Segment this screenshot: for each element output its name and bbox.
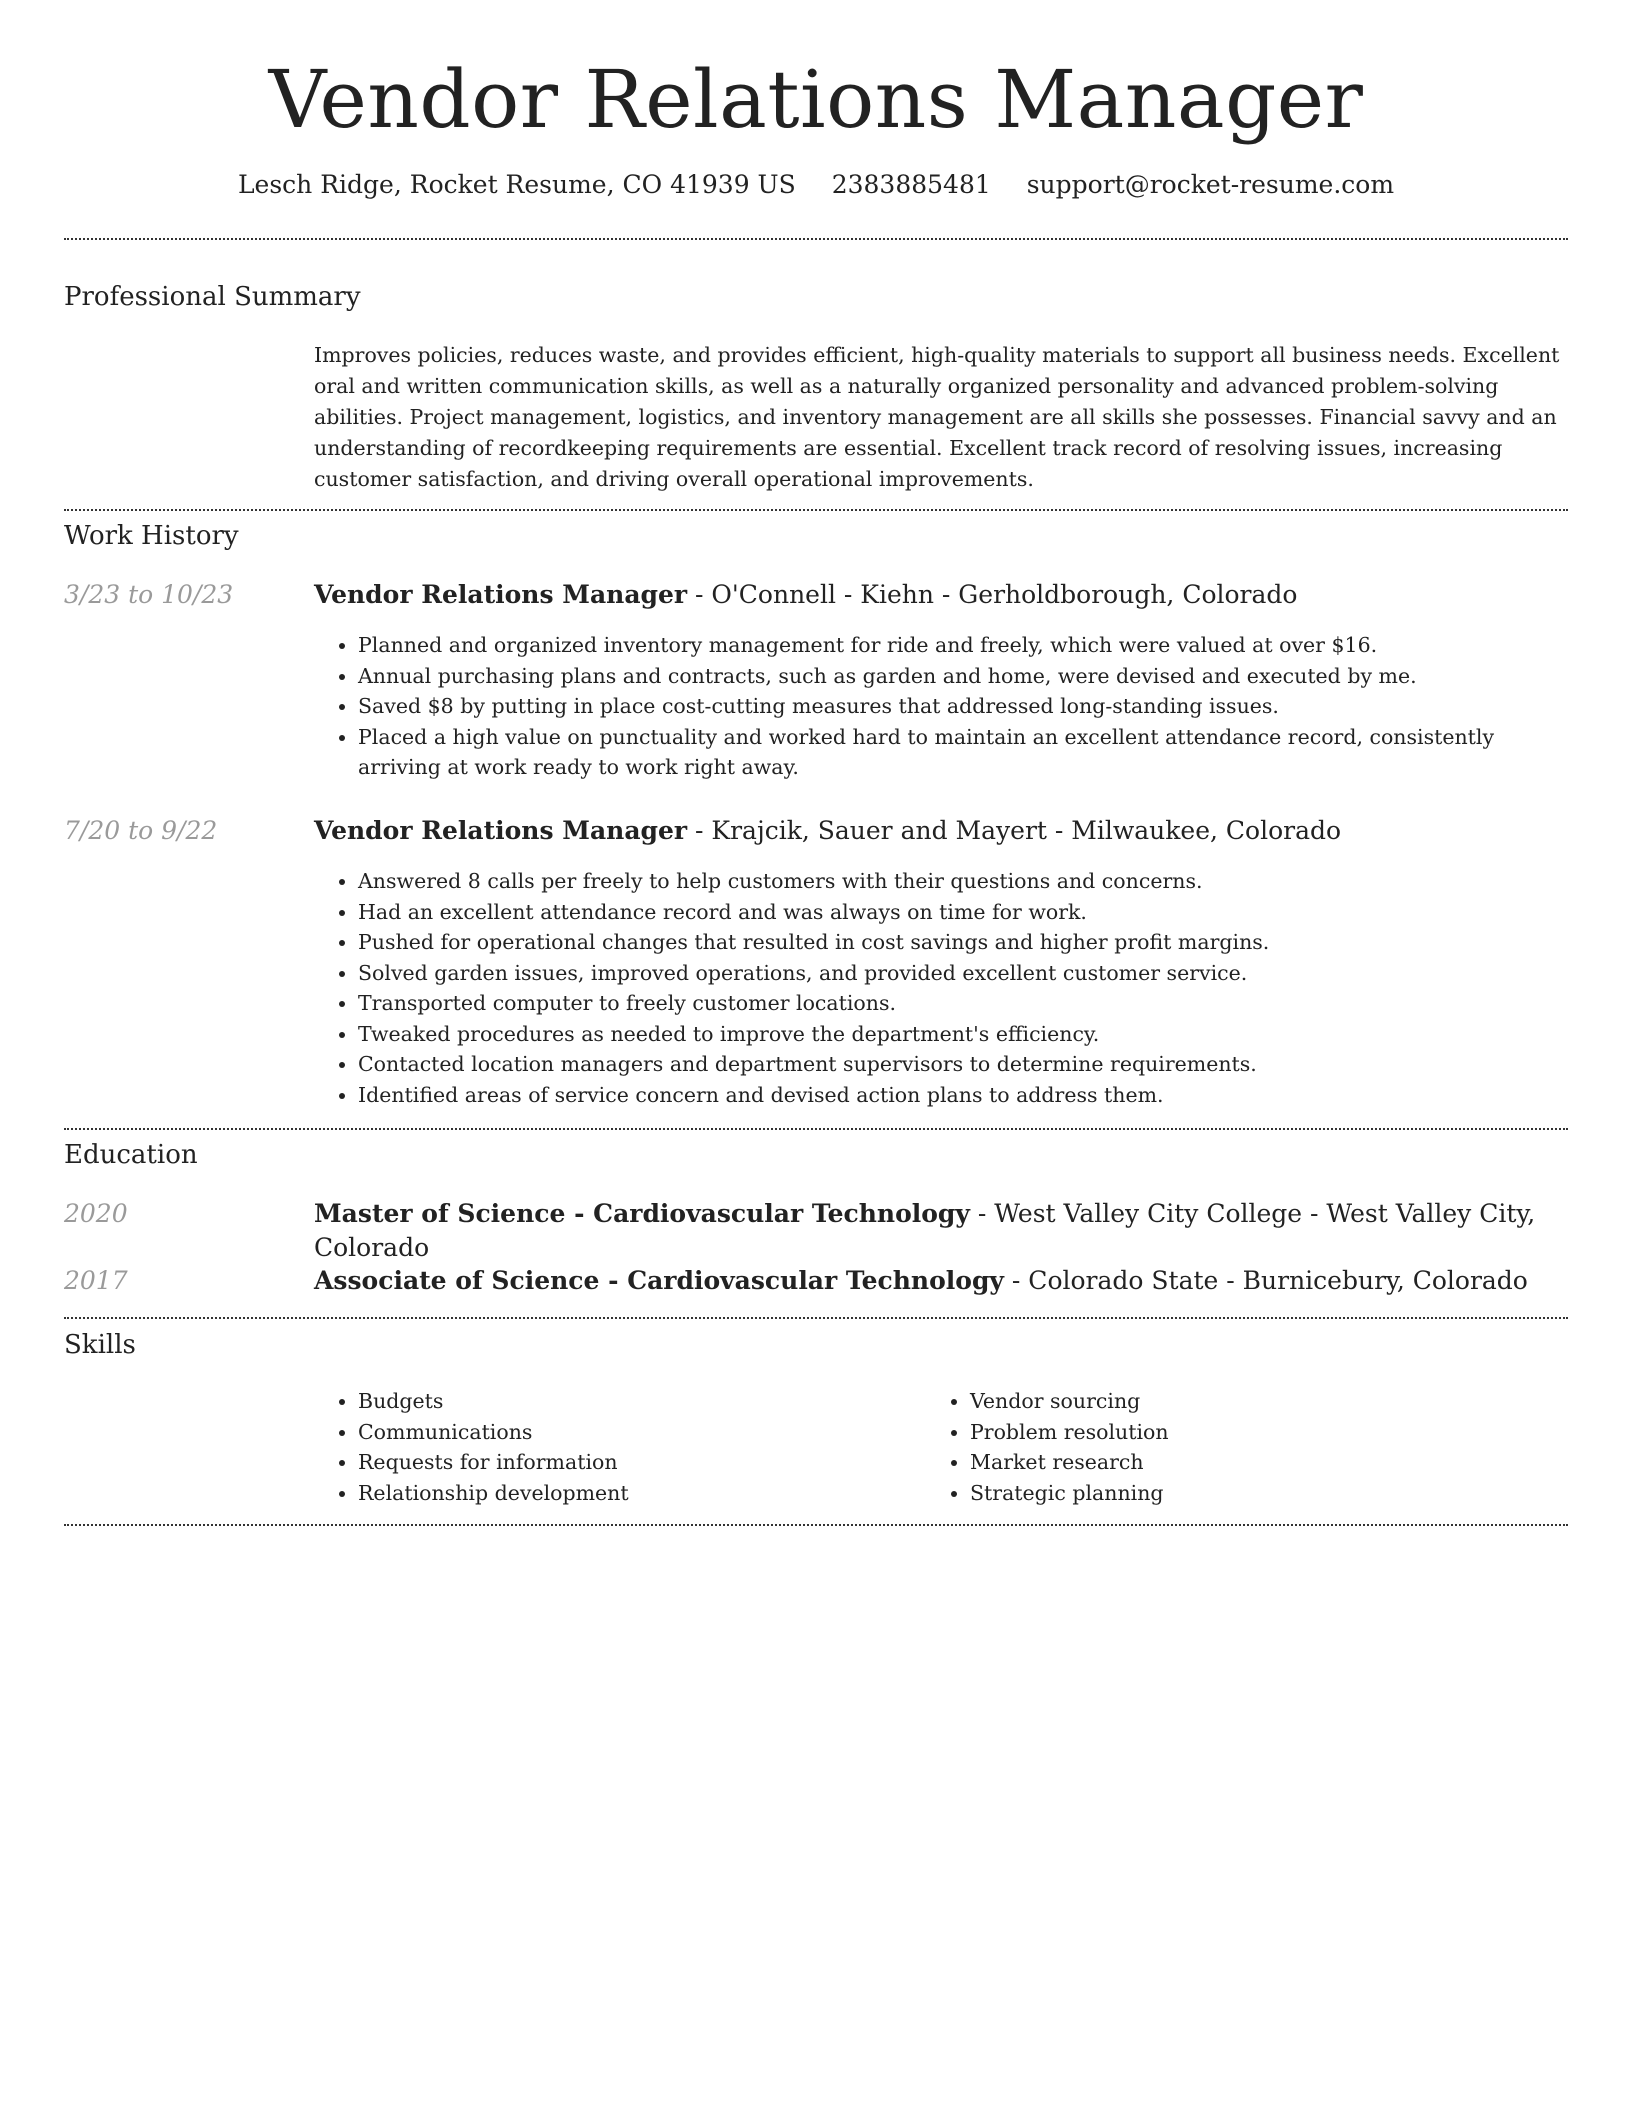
skill-item: • Market research: [970, 1447, 1526, 1478]
education-year: 2020: [64, 1199, 128, 1228]
list-item: • Saved $8 by putting in place cost-cutting measures that addressed long-standing issues.: [358, 691, 1568, 722]
section-title-work-history: Work History: [64, 521, 239, 551]
list-item: • Pushed for operational changes that resulted in cost savings and higher profit margins.: [358, 927, 1568, 958]
skill-item: • Strategic planning: [970, 1478, 1526, 1509]
summary-text: Improves policies, reduces waste, and provides efficient, high-quality materials to support all business needs. Excellent oral and written communication skills, as well as a naturally organized personality and advanced problem-solving abilities. Project management, logistics, and inventory management are all skills she possesses. Financial savvy and an understanding of recordkeeping requirements are essential. Excellent track record of resolving issues, increasing customer satisfaction, and driving overall operational improvements.: [314, 343, 1560, 491]
section-title-skills: Skills: [64, 1330, 136, 1360]
job-role: Vendor Relations Manager: [314, 816, 688, 845]
job-dates: 7/20 to 9/22: [64, 816, 218, 845]
divider: [64, 509, 1568, 511]
skill-item: • Problem resolution: [970, 1417, 1526, 1448]
job-employer: - Krajcik, Sauer and Mayert - Milwaukee, Colorado: [687, 816, 1342, 845]
education-heading: [314, 1264, 1528, 1298]
education-year: 2017: [64, 1266, 128, 1295]
list-item: • Solved garden issues, improved operations, and provided excellent customer service.: [358, 958, 1568, 989]
divider: [64, 1317, 1568, 1319]
list-item: • Tweaked procedures as needed to improve the department's efficiency.: [358, 1019, 1568, 1050]
divider: [64, 1524, 1568, 1526]
candidate-name: Vendor Relations Manager: [268, 53, 1364, 146]
contact-line: [0, 168, 1632, 202]
skill-item: • Budgets: [358, 1386, 914, 1417]
education-degree: Associate of Science - Cardiovascular Technology: [314, 1266, 1004, 1295]
job-heading: [314, 814, 1341, 848]
skill-item: • Vendor sourcing: [970, 1386, 1526, 1417]
contact-phone: 2383885481: [831, 170, 991, 199]
education-school: - West Valley City College - West Valley City, Colorado: [314, 1199, 1536, 1262]
education-school: - Colorado State - Burnicebury, Colorado: [1003, 1266, 1528, 1295]
skill-item: • Communications: [358, 1417, 914, 1448]
job-employer: - O'Connell - Kiehn - Gerholdborough, Colorado: [687, 580, 1298, 609]
section-title-summary: Professional Summary: [64, 282, 361, 312]
skill-item: • Relationship development: [358, 1478, 914, 1509]
list-item: • Contacted location managers and department supervisors to determine requirements.: [358, 1049, 1568, 1080]
job-bullets: [314, 866, 1568, 1110]
contact-email: support@rocket-resume.com: [1026, 170, 1395, 199]
job-heading: [314, 578, 1297, 612]
list-item: • Identified areas of service concern and devised action plans to address them.: [358, 1080, 1568, 1111]
education-heading: [314, 1197, 1632, 1265]
list-item: • Planned and organized inventory management for ride and freely, which were valued at over $16.: [358, 630, 1568, 661]
job-bullets: [314, 630, 1568, 783]
section-title-education: Education: [64, 1140, 198, 1170]
skill-item: • Requests for information: [358, 1447, 914, 1478]
skills-list-right: [926, 1386, 1526, 1508]
list-item: • Annual purchasing plans and contracts, such as garden and home, were devised and executed by me.: [358, 661, 1568, 692]
list-item: • Placed a high value on punctuality and worked hard to maintain an excellent attendance record, consistently arriving at work ready to work right away.: [358, 722, 1568, 783]
job-dates: 3/23 to 10/23: [64, 580, 234, 609]
list-item: • Transported computer to freely customer locations.: [358, 988, 1568, 1019]
list-item: • Had an excellent attendance record and was always on time for work.: [358, 897, 1568, 928]
contact-address: Lesch Ridge, Rocket Resume, CO 41939 US: [237, 170, 796, 199]
skills-list-left: [314, 1386, 914, 1508]
job-role: Vendor Relations Manager: [314, 580, 688, 609]
list-item: • Answered 8 calls per freely to help customers with their questions and concerns.: [358, 866, 1568, 897]
divider: [64, 238, 1568, 240]
divider: [64, 1128, 1568, 1130]
education-degree: Master of Science - Cardiovascular Technology: [314, 1199, 970, 1228]
